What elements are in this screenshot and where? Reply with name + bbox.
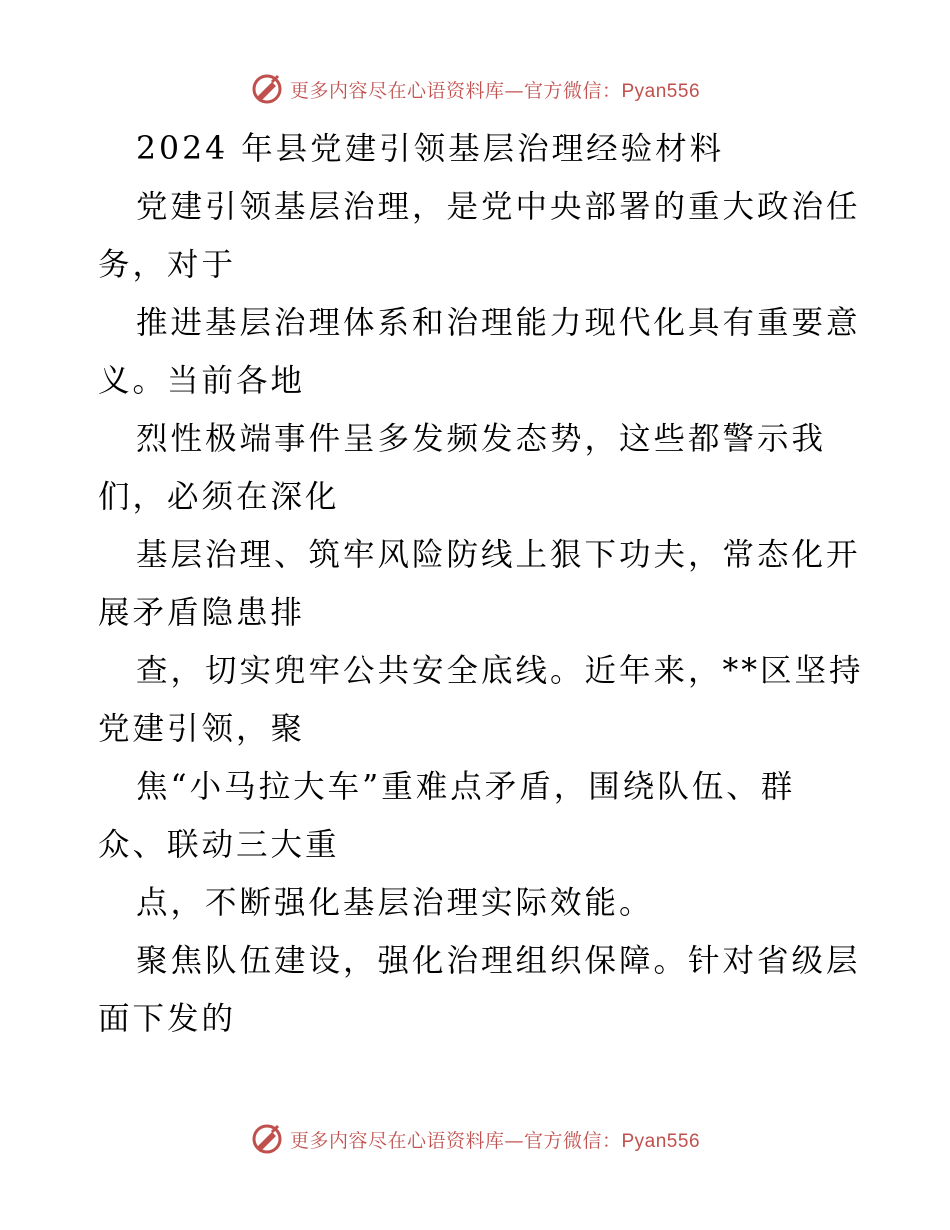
text-line: 焦“小马拉大车”重难点矛盾，围绕队伍、群 xyxy=(136,769,796,805)
text-line: 查，切实兜牢公共安全底线。近年来，**区坚持 xyxy=(136,653,864,689)
text-line: 众、联动三大重 xyxy=(98,827,340,863)
text-line: 展矛盾隐患排 xyxy=(98,595,306,631)
text-line: 烈性极端事件呈多发频发态势，这些都警示我 xyxy=(136,421,827,457)
watermark-footer xyxy=(0,1122,950,1156)
wechat-id: Pyan556 xyxy=(621,80,701,102)
pen-swirl-icon xyxy=(250,72,284,106)
text-line: 党建引领，聚 xyxy=(98,711,306,747)
document-title: 2024 年县党建引领基层治理经验材料 xyxy=(136,131,725,167)
text-line: 党建引领基层治理，是党中央部署的重大政治任 xyxy=(136,189,861,225)
text-line: 推进基层治理体系和治理能力现代化具有重要意 xyxy=(136,305,861,341)
watermark-text: 更多内容尽在心语资料库—官方微信：Pyan556 xyxy=(289,79,701,102)
document-body xyxy=(98,120,864,1048)
text-line: 聚焦队伍建设，强化治理组织保障。针对省级层 xyxy=(136,943,861,979)
text-line: 们，必须在深化 xyxy=(98,479,340,515)
text-line: 义。当前各地 xyxy=(98,363,306,399)
wechat-id: Pyan556 xyxy=(621,1130,701,1152)
pen-swirl-icon xyxy=(250,1122,284,1156)
watermark-header xyxy=(0,72,950,106)
text-line: 基层治理、筑牢风险防线上狠下功夫，常态化开 xyxy=(136,537,861,573)
watermark-text: 更多内容尽在心语资料库—官方微信：Pyan556 xyxy=(289,1129,701,1152)
text-line: 点，不断强化基层治理实际效能。 xyxy=(136,885,654,921)
text-line: 务，对于 xyxy=(98,247,237,283)
text-line: 面下发的 xyxy=(98,1001,237,1037)
